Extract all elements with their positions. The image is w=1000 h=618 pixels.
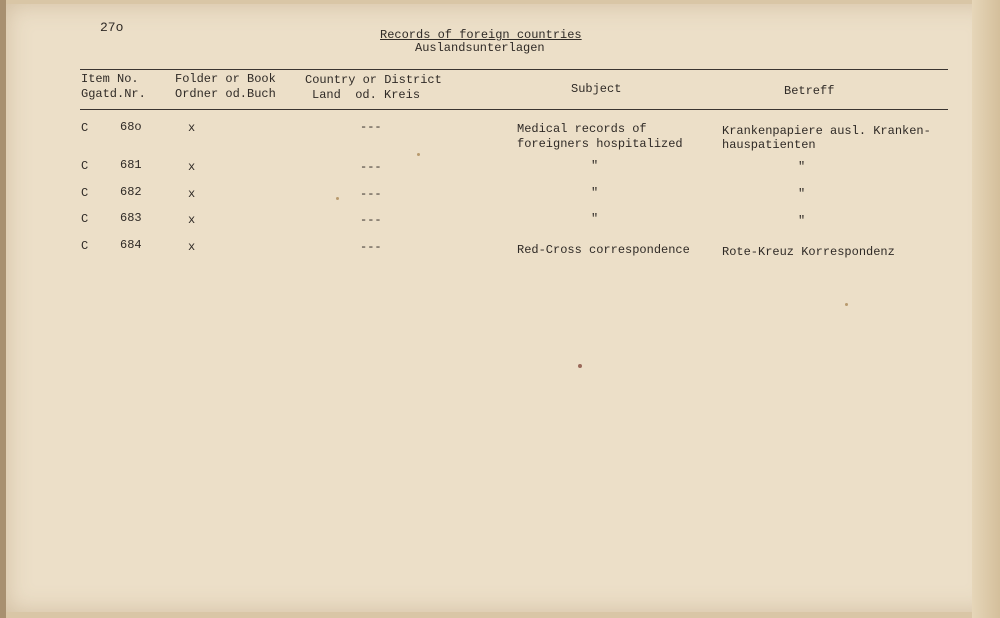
row-number: 681 — [120, 158, 142, 172]
row-betreff-ditto: " — [798, 187, 806, 201]
row-folder-mark: x — [188, 160, 196, 174]
page-title: Records of foreign countries — [380, 28, 582, 42]
page-right-edge — [972, 0, 1000, 618]
header-top-rule — [80, 69, 948, 70]
row-folder-mark: x — [188, 213, 196, 227]
row-subject-ditto: " — [591, 159, 599, 173]
paper-spot — [417, 153, 420, 156]
row-country: --- — [360, 240, 382, 254]
paper-spot — [578, 364, 582, 368]
row-country: --- — [360, 160, 382, 174]
row-item: C — [81, 212, 89, 226]
row-betreff-line2: hauspatienten — [722, 138, 816, 152]
row-folder-mark: x — [188, 187, 196, 201]
document-page — [6, 4, 994, 612]
page-subtitle: Auslandsunterlagen — [415, 41, 545, 55]
header-country-line1: Country or District — [305, 73, 442, 87]
row-item: C — [81, 186, 89, 200]
header-folder-line2: Ordner od.Buch — [175, 87, 276, 101]
header-country-line2: Land od. Kreis — [312, 88, 421, 102]
row-betreff: Rote-Kreuz Korrespondenz — [722, 245, 895, 259]
header-item-line2: Ggatd.Nr. — [81, 87, 146, 101]
row-subject-line2: foreigners hospitalized — [517, 137, 683, 151]
header-item-line1: Item No. — [81, 72, 139, 86]
page-number: 27o — [100, 20, 124, 35]
row-subject: Medical records of — [517, 122, 647, 136]
row-subject: Red-Cross correspondence — [517, 243, 690, 257]
row-number: 68o — [120, 120, 142, 134]
row-number: 683 — [120, 211, 142, 225]
paper-spot — [845, 303, 848, 306]
row-country: --- — [360, 187, 382, 201]
row-betreff: Krankenpapiere ausl. Kranken- — [722, 124, 931, 138]
row-betreff-ditto: " — [798, 214, 806, 228]
header-betreff: Betreff — [784, 84, 835, 98]
row-item: C — [81, 239, 89, 253]
row-folder-mark: x — [188, 240, 196, 254]
row-subject-ditto: " — [591, 212, 599, 226]
row-folder-mark: x — [188, 121, 196, 135]
row-number: 682 — [120, 185, 142, 199]
paper-spot — [336, 197, 339, 200]
header-subject: Subject — [571, 82, 622, 96]
header-bottom-rule — [80, 109, 948, 110]
row-number: 684 — [120, 238, 142, 252]
header-folder-line1: Folder or Book — [175, 72, 276, 86]
row-subject-ditto: " — [591, 186, 599, 200]
row-item: C — [81, 121, 89, 135]
row-item: C — [81, 159, 89, 173]
row-country: --- — [360, 213, 382, 227]
row-country: --- — [360, 120, 382, 134]
row-betreff-ditto: " — [798, 160, 806, 174]
